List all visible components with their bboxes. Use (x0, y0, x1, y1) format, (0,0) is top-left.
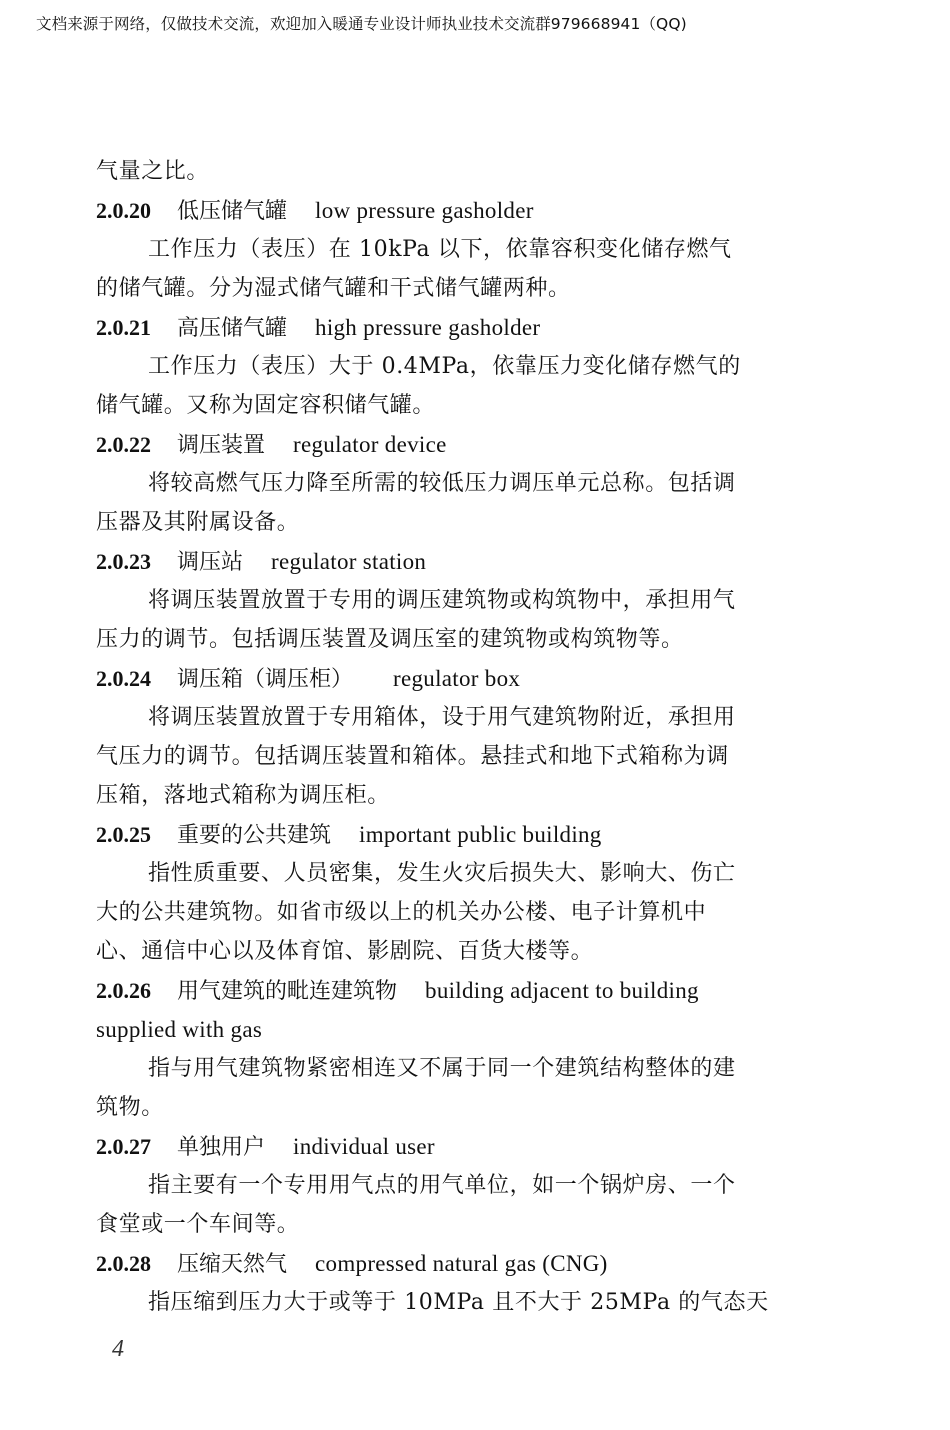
term-english-continuation (96, 1010, 816, 1049)
term-description-line: 指与用气建筑物紧密相连又不属于同一个建筑结构整体的建 (148, 1056, 736, 1081)
term-chinese: 调压箱（调压柜） (177, 667, 354, 692)
term-english: regulator station (271, 549, 427, 574)
term-heading-2-0-21 (96, 308, 816, 347)
term-english: regulator device (293, 432, 447, 457)
term-description-line: 心、通信中心以及体育馆、影剧院、百货大楼等。 (96, 939, 594, 964)
term-chinese: 压缩天然气 (177, 1252, 288, 1277)
term-description-line: 压器及其附属设备。 (96, 510, 300, 535)
term-number: 2.0.21 (96, 315, 151, 340)
term-chinese: 高压储气罐 (177, 316, 288, 341)
document-body (96, 152, 816, 1322)
term-chinese: 用气建筑的毗连建筑物 (177, 979, 398, 1004)
term-number: 2.0.28 (96, 1251, 151, 1276)
term-heading-2-0-24 (96, 659, 816, 698)
term-heading-2-0-23 (96, 542, 816, 581)
term-english: regulator box (393, 666, 521, 691)
term-english: building adjacent to building (425, 978, 699, 1003)
term-description-line: 工作压力（表压）在 10kPa 以下，依靠容积变化储存燃气 (148, 237, 732, 262)
term-description-line: 气压力的调节。包括调压装置和箱体。悬挂式和地下式箱称为调 (96, 744, 729, 769)
term-chinese: 调压装置 (177, 433, 266, 458)
term-heading-2-0-25 (96, 815, 816, 854)
term-number: 2.0.26 (96, 978, 151, 1003)
term-description-line: 的储气罐。分为湿式储气罐和干式储气罐两种。 (96, 276, 571, 301)
term-description-line: 将调压装置放置于专用箱体，设于用气建筑物附近，承担用 (148, 705, 736, 730)
term-english-cont: supplied with gas (96, 1017, 263, 1042)
term-description-line: 工作压力（表压）大于 0.4MPa，依靠压力变化储存燃气的 (148, 354, 741, 379)
term-english: compressed natural gas (CNG) (315, 1251, 608, 1276)
term-description-line: 压力的调节。包括调压装置及调压室的建筑物或构筑物等。 (96, 627, 684, 652)
term-description-line: 压箱，落地式箱称为调压柜。 (96, 783, 390, 808)
term-number: 2.0.24 (96, 666, 151, 691)
term-heading-2-0-27 (96, 1127, 816, 1166)
term-description-line: 指主要有一个专用用气点的用气单位，如一个锅炉房、一个 (148, 1173, 736, 1198)
term-description-line: 储气罐。又称为固定容积储气罐。 (96, 393, 436, 418)
term-heading-2-0-20 (96, 191, 816, 230)
term-english: important public building (359, 822, 602, 847)
continuation-text: 气量之比。 (96, 159, 210, 184)
page-number: 4 (112, 1336, 124, 1362)
term-number: 2.0.20 (96, 198, 151, 223)
term-description-line: 筑物。 (96, 1095, 164, 1120)
term-english: individual user (293, 1134, 435, 1159)
term-heading-2-0-22 (96, 425, 816, 464)
term-number: 2.0.23 (96, 549, 151, 574)
term-english: low pressure gasholder (315, 198, 534, 223)
term-heading-2-0-28 (96, 1244, 816, 1283)
term-description-line: 将较高燃气压力降至所需的较低压力调压单元总称。包括调 (148, 471, 736, 496)
term-heading-2-0-26 (96, 971, 816, 1010)
term-description-line: 将调压装置放置于专用的调压建筑物或构筑物中，承担用气 (148, 588, 736, 613)
watermark-header: 文档来源于网络，仅做技术交流，欢迎加入暖通专业设计师执业技术交流群979668941（QQ) (36, 15, 687, 33)
term-number: 2.0.25 (96, 822, 151, 847)
term-chinese: 调压站 (177, 550, 244, 575)
term-description-line: 大的公共建筑物。如省市级以上的机关办公楼、电子计算机中 (96, 900, 707, 925)
term-number: 2.0.27 (96, 1134, 151, 1159)
term-chinese: 低压储气罐 (177, 199, 288, 224)
term-english: high pressure gasholder (315, 315, 541, 340)
term-number: 2.0.22 (96, 432, 151, 457)
term-chinese: 重要的公共建筑 (177, 823, 332, 848)
term-description-line: 指压缩到压力大于或等于 10MPa 且不大于 25MPa 的气态天 (148, 1290, 769, 1315)
term-description-line: 指性质重要、人员密集，发生火灾后损失大、影响大、伤亡 (148, 861, 736, 886)
term-chinese: 单独用户 (177, 1135, 266, 1160)
term-description-line: 食堂或一个车间等。 (96, 1212, 300, 1237)
